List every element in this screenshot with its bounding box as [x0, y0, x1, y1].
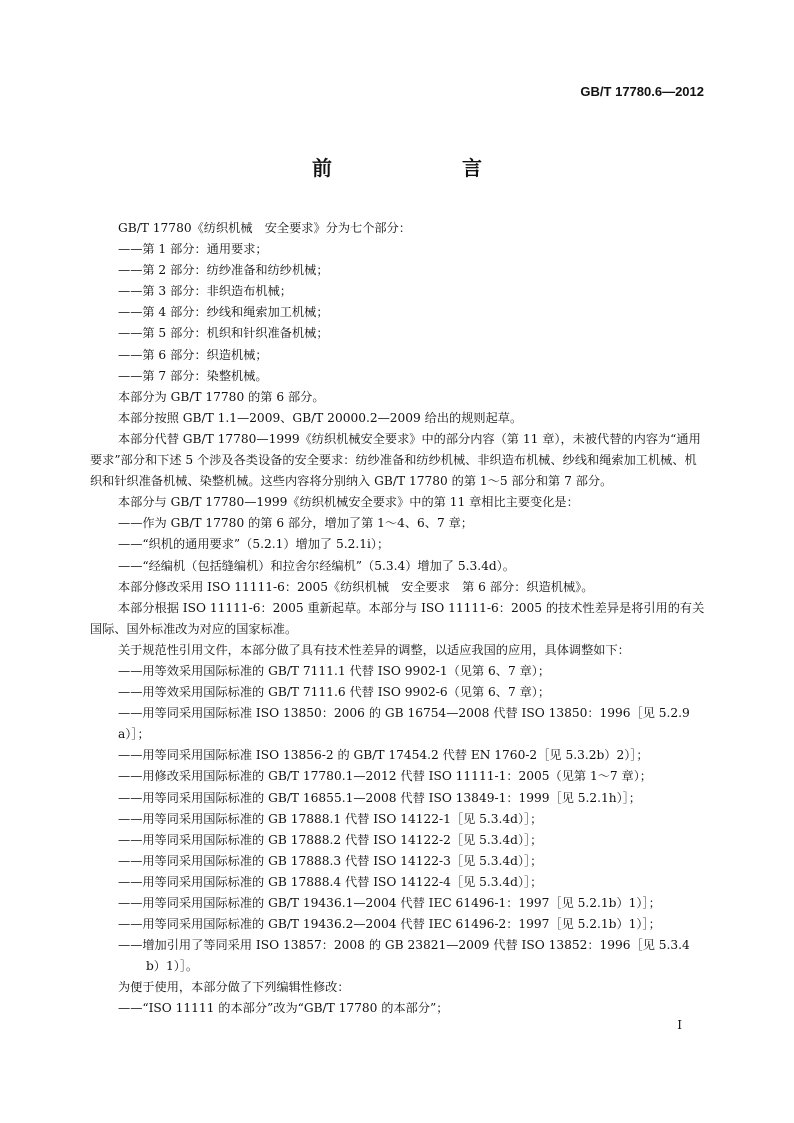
- list-item: ——第 2 部分：纺纱准备和纺纱机械；: [118, 263, 329, 278]
- list-item: ——第 1 部分：通用要求；: [118, 242, 268, 257]
- paragraph: 本部分按照 GB/T 1.1—2009、GB/T 20000.2—2009 给出的规则起草。: [118, 410, 523, 425]
- list-item: ——用等同采用国际标准的 GB/T 19436.1—2004 代替 IEC 61496-1：1997［见 5.2.1b）1）］；: [118, 896, 661, 910]
- list-item: ——第 6 部分：织造机械；: [118, 347, 268, 362]
- list-item: ——“织机的通用要求”（5.2.1）增加了 5.2.1i）；: [118, 537, 390, 552]
- list-item: ——第 5 部分：机织和针织准备机械；: [118, 326, 329, 341]
- paragraph: 本部分代替 GB/T 17780—1999《纺织机械安全要求》中的部分内容（第 11 章），未被代替的内容为“通用要求”部分和下述 5 个涉及各类设备的安全要求：纺纱准备和纺纱机械、非织造布机械、纱线和绳索加工机械、机织和针织准备机械、染整机械。这些内容将分别纳入 GB/T 17780 的第 1～5 部分和第 7 部分。: [90, 431, 701, 489]
- document-body: [90, 218, 706, 1020]
- list-item: ——用等同采用国际标准 ISO 13856-2 的 GB/T 17454.2 代替 EN 1760-2［见 5.3.2b）2）］；: [118, 748, 649, 763]
- list-item: ——用等同采用国际标准的 GB 17888.4 代替 ISO 14122-4［见 5.3.4d）］；: [118, 874, 543, 889]
- list-item: ——“经编机（包括缝编机）和拉舍尔经编机”（5.3.4）增加了 5.3.4d）。: [118, 558, 515, 573]
- page-number: I: [677, 1018, 682, 1032]
- list-item: ——用等同采用国际标准的 GB/T 16855.1—2008 代替 ISO 13849-1：1999［见 5.2.1h）］；: [118, 790, 641, 805]
- list-item: ——作为 GB/T 17780 的第 6 部分，增加了第 1～4、6、7 章；: [118, 516, 473, 531]
- list-item: ——第 3 部分：非织造布机械；: [118, 284, 292, 299]
- list-item: ——用等同采用国际标准的 GB 17888.3 代替 ISO 14122-3［见 5.3.4d）］；: [118, 853, 543, 868]
- paragraph: GB/T 17780《纺织机械 安全要求》分为七个部分：: [118, 221, 411, 235]
- paragraph: 本部分与 GB/T 17780—1999《纺织机械安全要求》中的第 11 章相比主要变化是：: [118, 495, 579, 510]
- paragraph: 本部分修改采用 ISO 11111-6：2005《纺织机械 安全要求 第 6 部分：织造机械》。: [118, 579, 594, 594]
- list-item: ——用等效采用国际标准的 GB/T 7111.6 代替 ISO 9902-6（见第 6、7 章）；: [118, 685, 551, 700]
- page-title: 前 言: [312, 156, 512, 180]
- list-item: ——用等效采用国际标准的 GB/T 7111.1 代替 ISO 9902-1（见第 6、7 章）；: [118, 663, 551, 678]
- list-item: ——用等同采用国际标准的 GB 17888.2 代替 ISO 14122-2［见 5.3.4d）］；: [118, 832, 543, 847]
- list-item: ——第 4 部分：纱线和绳索加工机械；: [118, 305, 329, 320]
- list-item: ——“ISO 11111 的本部分”改为“GB/T 17780 的本部分”；: [118, 1001, 449, 1016]
- list-item: ——用等同采用国际标准 ISO 13850：2006 的 GB 16754—2008 代替 ISO 13850：1996［见 5.2.9 a）］；: [118, 706, 690, 742]
- paragraph: 本部分根据 ISO 11111-6：2005 重新起草。本部分与 ISO 11111-6：2005 的技术性差异是将引用的有关国际、国外标准改为对应的国家标准。: [90, 600, 705, 636]
- list-item: ——用等同采用国际标准的 GB/T 19436.2—2004 代替 IEC 61496-2：1997［见 5.2.1b）1）］；: [118, 917, 661, 932]
- paragraph: 为便于使用，本部分做了下列编辑性修改：: [118, 980, 350, 995]
- paragraph: 关于规范性引用文件，本部分做了具有技术性差异的调整，以适应我国的应用，具体调整如下：: [118, 642, 630, 657]
- list-item: ——增加引用了等同采用 ISO 13857：2008 的 GB 23821—2009 代替 ISO 13852：1996［见 5.3.4 b）1）］。: [118, 938, 690, 974]
- list-item: ——第 7 部分：染整机械。: [118, 368, 268, 383]
- paragraph: 本部分为 GB/T 17780 的第 6 部分。: [118, 389, 325, 404]
- list-item: ——用等同采用国际标准的 GB 17888.1 代替 ISO 14122-1［见 5.3.4d）］；: [118, 811, 543, 826]
- list-item: ——用修改采用国际标准的 GB/T 17780.1—2012 代替 ISO 11111-1：2005（见第 1～7 章）；: [118, 769, 652, 784]
- standard-code: GB/T 17780.6—2012: [580, 84, 704, 99]
